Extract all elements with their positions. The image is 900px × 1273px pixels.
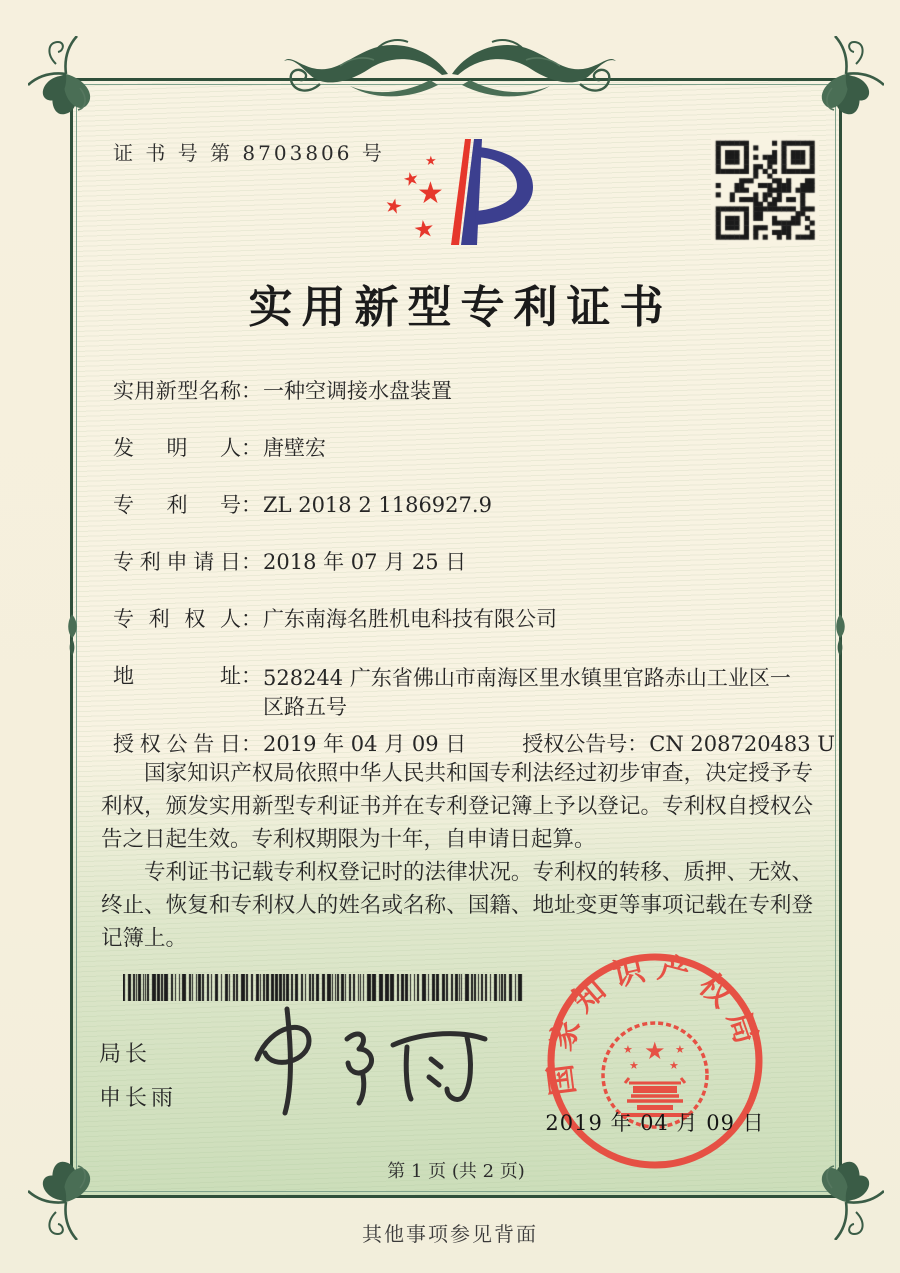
- seal-date: 2019 年 04 月 09 日: [545, 1111, 765, 1135]
- logo-star-icon: ★: [417, 176, 444, 211]
- side-leaf-right-icon: [818, 600, 862, 670]
- field-value-inventor: 唐壁宏: [263, 436, 326, 460]
- svg-text:★: ★: [644, 1037, 666, 1065]
- logo-star-icon: ★: [425, 154, 437, 169]
- official-seal-icon: [541, 947, 769, 1175]
- field-label: 地址: [113, 664, 241, 688]
- director-name: 申长雨: [99, 1086, 178, 1111]
- grant-number-label: 授权公告号: [522, 732, 628, 756]
- barcode-icon: [123, 974, 523, 1001]
- field-row-filing-date: [113, 550, 815, 575]
- certificate-number: 证 书 号 第 8703806 号: [113, 141, 385, 165]
- certificate-title: 实用新型专利证书: [248, 282, 673, 333]
- field-colon: ：: [241, 379, 262, 403]
- director-title-label: 局长: [99, 1042, 152, 1067]
- qr-code-icon: [711, 136, 819, 244]
- field-row-name: [113, 379, 815, 404]
- field-row-inventor: [113, 436, 815, 461]
- corner-flourish-bottom-right-icon: [784, 1140, 884, 1240]
- side-leaf-left-icon: [50, 600, 94, 670]
- back-side-note: 其他事项参见背面: [362, 1222, 538, 1246]
- legal-text-section: [101, 757, 813, 955]
- field-label: 专利申请日: [113, 550, 241, 574]
- field-colon: ：: [241, 550, 262, 574]
- logo-star-icon: ★: [382, 192, 406, 220]
- field-row-grant: [113, 732, 836, 757]
- field-row-address: [113, 664, 815, 722]
- field-label: 专利权人: [113, 607, 241, 631]
- field-row-patent-number: [113, 493, 815, 518]
- top-center-flourish-icon: [280, 28, 620, 108]
- field-colon: ：: [241, 607, 262, 631]
- field-value-address: 528244 广东省佛山市南海区里水镇里官路赤山工业区一区路五号: [263, 666, 791, 719]
- field-colon: ：: [241, 436, 262, 460]
- field-colon: ：: [627, 732, 649, 756]
- cnipa-logo-icon: [373, 133, 543, 263]
- field-label: 发明人: [113, 436, 241, 460]
- field-value-patentee: 广东南海名胜机电科技有限公司: [263, 607, 557, 631]
- corner-flourish-top-right-icon: [784, 36, 884, 136]
- field-value-grant-date: 2019 年 04 月 09 日: [263, 732, 467, 756]
- svg-text:★: ★: [669, 1059, 679, 1072]
- field-value-filing-date: 2018 年 07 月 25 日: [263, 550, 467, 574]
- legal-paragraph-1: 国家知识产权局依照中华人民共和国专利法经过初步审查，决定授予专利权，颁发实用新型专利证书并在专利登记簿上予以登记。专利权自授权公告之日起生效。专利权期限为十年，自申请日起算。: [101, 761, 813, 852]
- certificate-frame: [70, 78, 842, 1198]
- field-label: 实用新型名称: [113, 379, 241, 403]
- svg-text:★: ★: [675, 1043, 685, 1056]
- signature-handwriting-icon: [235, 1001, 495, 1121]
- fields-section: [113, 379, 836, 757]
- field-label: 专利号: [113, 493, 241, 517]
- field-row-patentee: [113, 607, 815, 632]
- field-colon: ：: [241, 493, 262, 517]
- svg-text:★: ★: [629, 1059, 639, 1072]
- field-value-patent-number: ZL 2018 2 1186927.9: [263, 493, 492, 517]
- svg-text:★: ★: [623, 1043, 633, 1056]
- field-label: 授权公告日: [113, 732, 241, 756]
- seal-arc-text: 国家知识产权局: [541, 949, 768, 1098]
- field-value-utility-model-name: 一种空调接水盘装置: [263, 379, 452, 403]
- field-colon: ：: [241, 664, 262, 688]
- grant-number-value: CN 208720483 U: [649, 732, 836, 756]
- field-colon: ：: [241, 732, 262, 756]
- logo-star-icon: ★: [411, 213, 437, 245]
- logo-star-icon: ★: [400, 167, 422, 192]
- corner-flourish-top-left-icon: [28, 36, 128, 136]
- logo-p-bowl: [475, 147, 533, 225]
- corner-flourish-bottom-left-icon: [28, 1140, 128, 1240]
- legal-paragraph-2: 专利证书记载专利权登记时的法律状况。专利权的转移、质押、无效、终止、恢复和专利权人的姓名或名称、国籍、地址变更等事项记载在专利登记簿上。: [101, 860, 813, 951]
- page-number: 第 1 页 (共 2 页): [387, 1161, 525, 1182]
